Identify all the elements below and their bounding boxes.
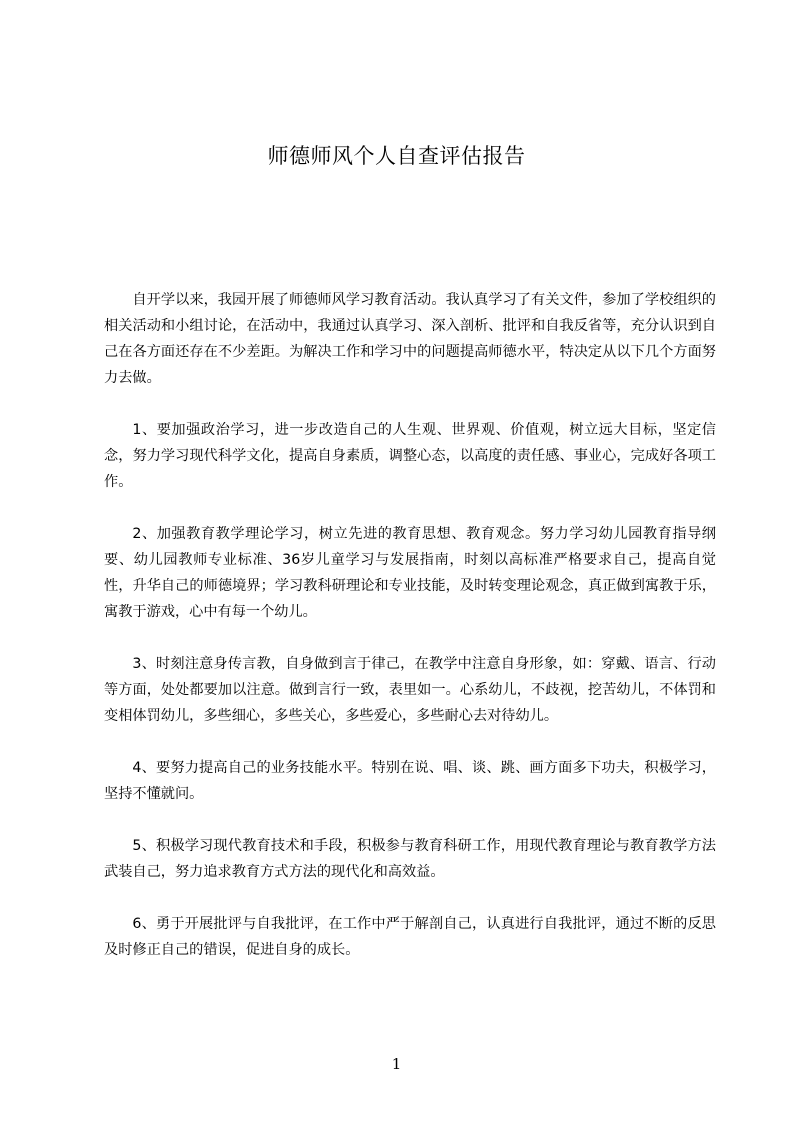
- paragraph-item-2: 2、加强教育教学理论学习，树立先进的教育思想、教育观念。努力学习幼儿园教育指导纲要、幼儿园教师专业标准、36岁儿童学习与发展指南，时刻以高标准严格要求自己，提高自觉性，升华自己的师德境界；学习教科研理论和专业技能，及时转变理论观念，真正做到寓教于乐，寓教于游戏，心中有每一个幼儿。: [104, 526, 716, 620]
- paragraph-intro: 自开学以来，我园开展了师德师风学习教育活动。我认真学习了有关文件，参加了学校组织的相关活动和小组讨论，在活动中，我通过认真学习、深入剖析、批评和自我反省等，充分认识到自己在各方面还存在不少差距。为解决工作和学习中的问题提高师德水平，特决定从以下几个方面努力去做。: [104, 292, 716, 386]
- paragraph-item-6: 6、勇于开展批评与自我批评，在工作中严于解剖自己，认真进行自我批评，通过不断的反思及时修正自己的错误，促进自身的成长。: [104, 916, 716, 958]
- paragraph-item-5: 5、积极学习现代教育技术和手段，积极参与教育科研工作，用现代教育理论与教育教学方法武装自己，努力追求教育方式方法的现代化和高效益。: [104, 838, 716, 880]
- page-number: 1: [391, 1055, 402, 1073]
- paragraph-item-1: 1、要加强政治学习，进一步改造自己的人生观、世界观、价值观，树立远大目标，坚定信念，努力学习现代科学文化，提高自身素质，调整心态，以高度的责任感、事业心，完成好各项工作。: [104, 422, 716, 490]
- paragraph-item-4: 4、要努力提高自己的业务技能水平。特别在说、唱、谈、跳、画方面多下功夫，积极学习，坚持不懂就问。: [104, 760, 716, 802]
- document-title: 师德师风个人自查评估报告: [267, 144, 526, 168]
- paragraph-item-3: 3、时刻注意身传言教，自身做到言于律己，在教学中注意自身形象，如：穿戴、语言、行动等方面，处处都要加以注意。做到言行一致，表里如一。心系幼儿，不歧视，挖苦幼儿，不体罚和变相体罚幼儿，多些细心，多些关心，多些爱心，多些耐心去对待幼儿。: [104, 656, 716, 724]
- document-body: [104, 287, 716, 989]
